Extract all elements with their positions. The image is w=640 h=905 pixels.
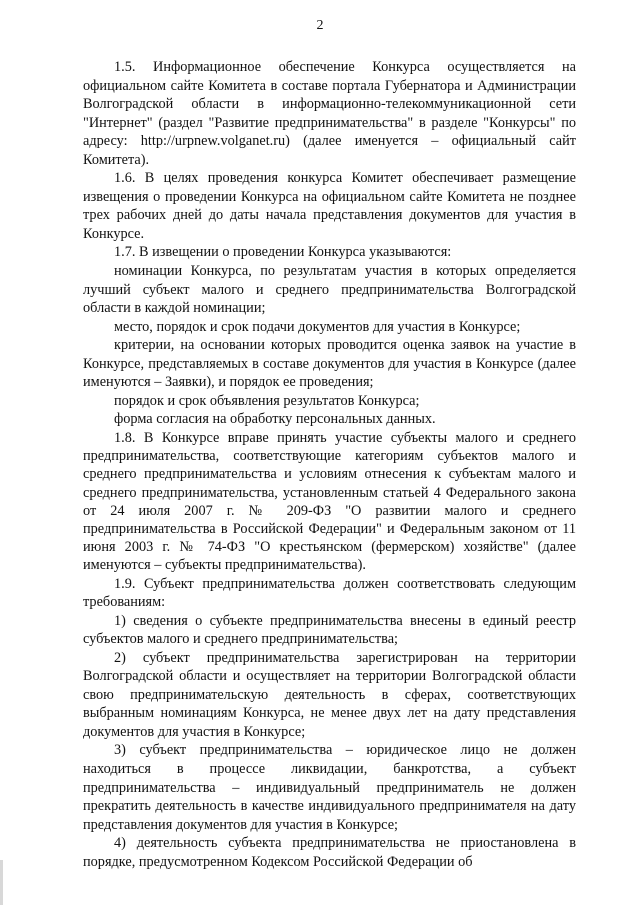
list-item-nominations: номинации Конкурса, по результатам участия в которых определяется лучший субъект малого и среднего предпринимательства Волгоградской области в каждой номинации;: [83, 263, 576, 317]
requirement-2: 2) субъект предпринимательства зарегистрирован на территории Волгоградской области и осуществляет на территории Волгоградской области свою предпринимательскую деятельность в сферах, соответствующих выбранным номинациям Конкурса, не менее двух лет на дату представления документов для участия в Конкурсе;: [83, 649, 576, 740]
requirement-4: 4) деятельность субъекта предпринимательства не приостановлена в порядке, предусмотренном Кодексом Российской Федерации об: [83, 835, 576, 870]
list-item-results: порядок и срок объявления результатов Конкурса;: [114, 392, 420, 409]
requirement-1: 1) сведения о субъекте предпринимательства внесены в единый реестр субъектов малого и среднего предпринимательства;: [83, 612, 576, 648]
page-number: 2: [316, 18, 324, 33]
paragraph-1-8: 1.8. В Конкурсе вправе принять участие субъекты малого и среднего предпринимательства, соответствующие категориям субъектов малого и среднего предпринимательства и условиям отнесения к субъектам малого и среднего предпринимательства, установленным статьей 4 Федерального закона от 24 июля 2007 г. № 209-ФЗ "О развитии малого и среднего предпринимательства в Российской Федерации" и Федеральным законом от 11 июня 2003 г. № 74-ФЗ "О крестьянском (фермерском) хозяйстве" (далее именуются – субъекты предпринимательства).: [83, 429, 576, 574]
list-item-place-order: место, порядок и срок подачи документов для участия в Конкурсе;: [114, 318, 521, 335]
paragraph-1-6: 1.6. В целях проведения конкурса Комитет обеспечивает размещение извещения о проведении Конкурса на официальном сайте Комитета не позднее трех рабочих дней до даты начала представления документов для участия в Конкурсе.: [83, 170, 576, 242]
paragraph-1-7: 1.7. В извещении о проведении Конкурса указываются:: [114, 244, 452, 261]
list-item-consent-form: форма согласия на обработку персональных данных.: [114, 411, 436, 428]
document-body: [83, 58, 576, 871]
requirement-3: 3) субъект предпринимательства – юридическое лицо не должен находиться в процессе ликвидации, банкротства, а субъект предпринимательства – индивидуальный предприниматель не должен прекратить деятельность в качестве индивидуального предпринимателя на дату представления документов для участия в Конкурсе;: [83, 742, 576, 833]
list-item-criteria: критерии, на основании которых проводится оценка заявок на участие в Конкурсе, представляемых в составе документов для участия в Конкурсе (далее именуются – Заявки), и порядок ее проведения;: [83, 337, 576, 391]
scan-edge-shadow: [0, 860, 3, 905]
paragraph-1-5: 1.5. Информационное обеспечение Конкурса осуществляется на официальном сайте Комитета в составе портала Губернатора и Администрации Волгоградской области в информационно-телекоммуникационной сети "Интернет" (раздел "Развитие предпринимательства" в разделе "Конкурсы" по адресу: http://urpnew.volganet.ru) (далее именуется – официальный сайт Комитета).: [83, 59, 576, 168]
paragraph-1-9: 1.9. Субъект предпринимательства должен соответствовать следующим требованиям:: [83, 575, 576, 611]
